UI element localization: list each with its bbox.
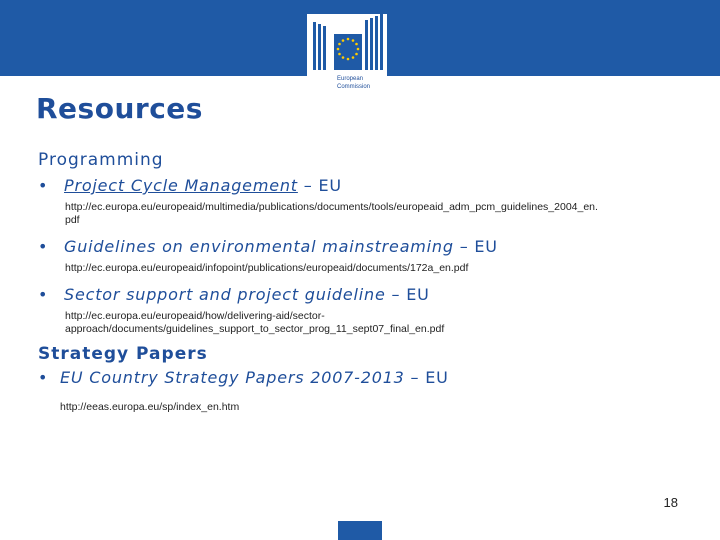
list-item <box>38 176 698 195</box>
programming-heading: Programming <box>38 150 164 170</box>
list-item <box>38 237 698 256</box>
item-title[interactable]: Project Cycle Management <box>64 176 298 195</box>
bullet-icon: • <box>38 368 49 387</box>
bullet-icon: • <box>38 285 49 304</box>
url-line: approach/documents/guidelines_support_to_sector_prog_11_sept07_final_en.pdf <box>65 323 445 335</box>
url-line: http://ec.europa.eu/europeaid/infopoint/publications/europeaid/documents/172a_en.pdf <box>65 262 469 274</box>
bullet-icon: • <box>38 176 49 195</box>
item-title: Guidelines on environmental mainstreaming <box>64 237 454 256</box>
logo-text-line-1: European <box>337 76 364 82</box>
item-suffix: – EU <box>404 368 449 387</box>
list-item <box>38 285 698 304</box>
item-url[interactable] <box>65 201 698 227</box>
footer-flag <box>338 521 382 540</box>
page-number: 18 <box>663 495 678 510</box>
item-suffix: – EU <box>385 285 430 304</box>
url-line: http://eeas.europa.eu/sp/index_en.htm <box>60 401 240 413</box>
item-title: Sector support and project guideline <box>64 285 386 304</box>
url-line: http://ec.europa.eu/europeaid/multimedia/publications/documents/tools/europeaid_adm_pcm_guidelines_2004_en. <box>65 201 598 213</box>
url-line: pdf <box>65 214 80 226</box>
item-suffix: – EU <box>453 237 498 256</box>
list-item <box>38 368 698 387</box>
item-title: EU Country Strategy Papers 2007-2013 <box>60 368 405 387</box>
item-suffix: – EU <box>297 176 342 195</box>
bullet-icon: • <box>38 237 49 256</box>
logo-text-line-2: Commission <box>337 84 371 90</box>
strategy-heading: Strategy Papers <box>38 344 208 364</box>
item-url[interactable] <box>65 262 698 275</box>
item-url[interactable] <box>65 310 698 336</box>
european-commission-logo <box>307 14 387 100</box>
item-url[interactable] <box>60 401 698 414</box>
slide-title: Resources <box>36 92 203 125</box>
resources-content <box>38 150 698 414</box>
url-line: http://ec.europa.eu/europeaid/how/delivering-aid/sector- <box>65 310 325 322</box>
